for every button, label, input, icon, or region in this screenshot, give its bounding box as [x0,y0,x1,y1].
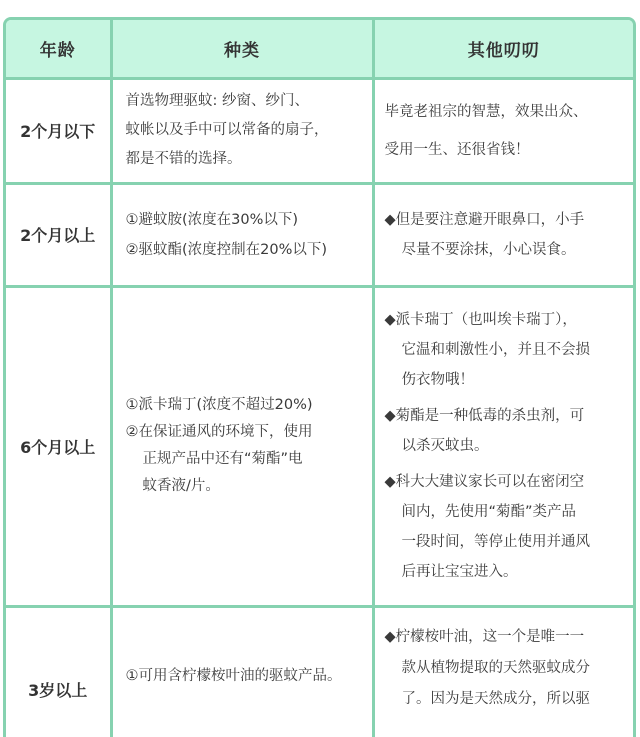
mosquito-repellent-by-age-table [6,20,633,737]
type-text: ②驱蚊酯(浓度控制在20%以下) [125,241,328,258]
type-text: ①派卡瑞丁(浓度不超过20%) [125,397,313,413]
type-text-continuation: 蚊香液/片。 [142,478,220,494]
note-bullet [385,305,624,395]
note-bullet-continuation: 以杀灭蚊虫。 [401,438,489,454]
note-bullet-continuation: 它温和刺激性小，并且不会损 [401,342,590,358]
mosquito-repellent-table-container [3,17,636,737]
table-row [6,183,633,286]
table-row [6,78,633,183]
header-note: 其他叨叨 [373,20,633,78]
note-text: 受用一生、还很省钱！ [384,141,530,158]
note-bullet-continuation: 尽量不要涂抹，小心误食。 [401,241,576,258]
type-text: 蚊帐以及手中可以常备的扇子， [125,122,329,138]
type-text: 首选物理驱蚊: 纱窗、纱门、 [125,93,309,109]
header-age: 年龄 [6,20,111,78]
note-text: 毕竟老祖宗的智慧，效果出众、 [384,103,588,120]
table-header-row [6,20,633,78]
type-text: ②在保证通风的环境下，使用 [125,424,313,440]
note-bullet-continuation: 了。因为是天然成分，所以驱 [401,690,590,707]
table-row [6,606,633,737]
age-cell: 2个月以上 [6,183,111,286]
age-cell: 2个月以下 [6,78,111,183]
note-bullet-first: ◆派卡瑞丁（也叫埃卡瑞丁）， [384,312,577,328]
note-bullet-continuation: 伤衣物哦！ [401,372,474,388]
note-bullet [385,467,624,587]
note-cell [373,183,633,286]
type-text: ①可用含柠檬桉叶油的驱蚊产品。 [125,667,342,684]
note-bullet-continuation: 款从植物提取的天然驱蚊成分 [401,659,590,676]
note-cell [373,286,633,606]
type-text: 都是不错的选择。 [125,151,242,167]
age-cell: 3岁以上 [6,606,111,737]
note-bullet-first: ◆柠檬桉叶油，这一个是唯一一 [384,628,585,645]
note-bullet-first: ◆科大大建议家长可以在密闭空 [384,474,585,490]
type-cell [111,606,373,737]
header-type: 种类 [111,20,373,78]
type-cell [111,78,373,183]
note-bullet [385,401,624,461]
type-text-continuation: 正规产品中还有“菊酯”电 [142,451,303,467]
type-cell [111,286,373,606]
type-text: ①避蚊胺(浓度在30%以下) [125,211,299,228]
note-bullet-continuation: 间内，先使用“菊酯”类产品 [401,504,577,520]
note-cell [373,78,633,183]
table-row [6,286,633,606]
note-bullet-continuation: 一段时间，等停止使用并通风 [401,534,590,550]
note-cell [373,606,633,737]
age-cell: 6个月以上 [6,286,111,606]
note-bullet-first: ◆但是要注意避开眼鼻口，小手 [384,211,585,228]
note-bullet-first: ◆菊酯是一种低毒的杀虫剂，可 [384,408,585,424]
note-bullet-continuation: 后再让宝宝进入。 [401,564,518,580]
type-cell [111,183,373,286]
